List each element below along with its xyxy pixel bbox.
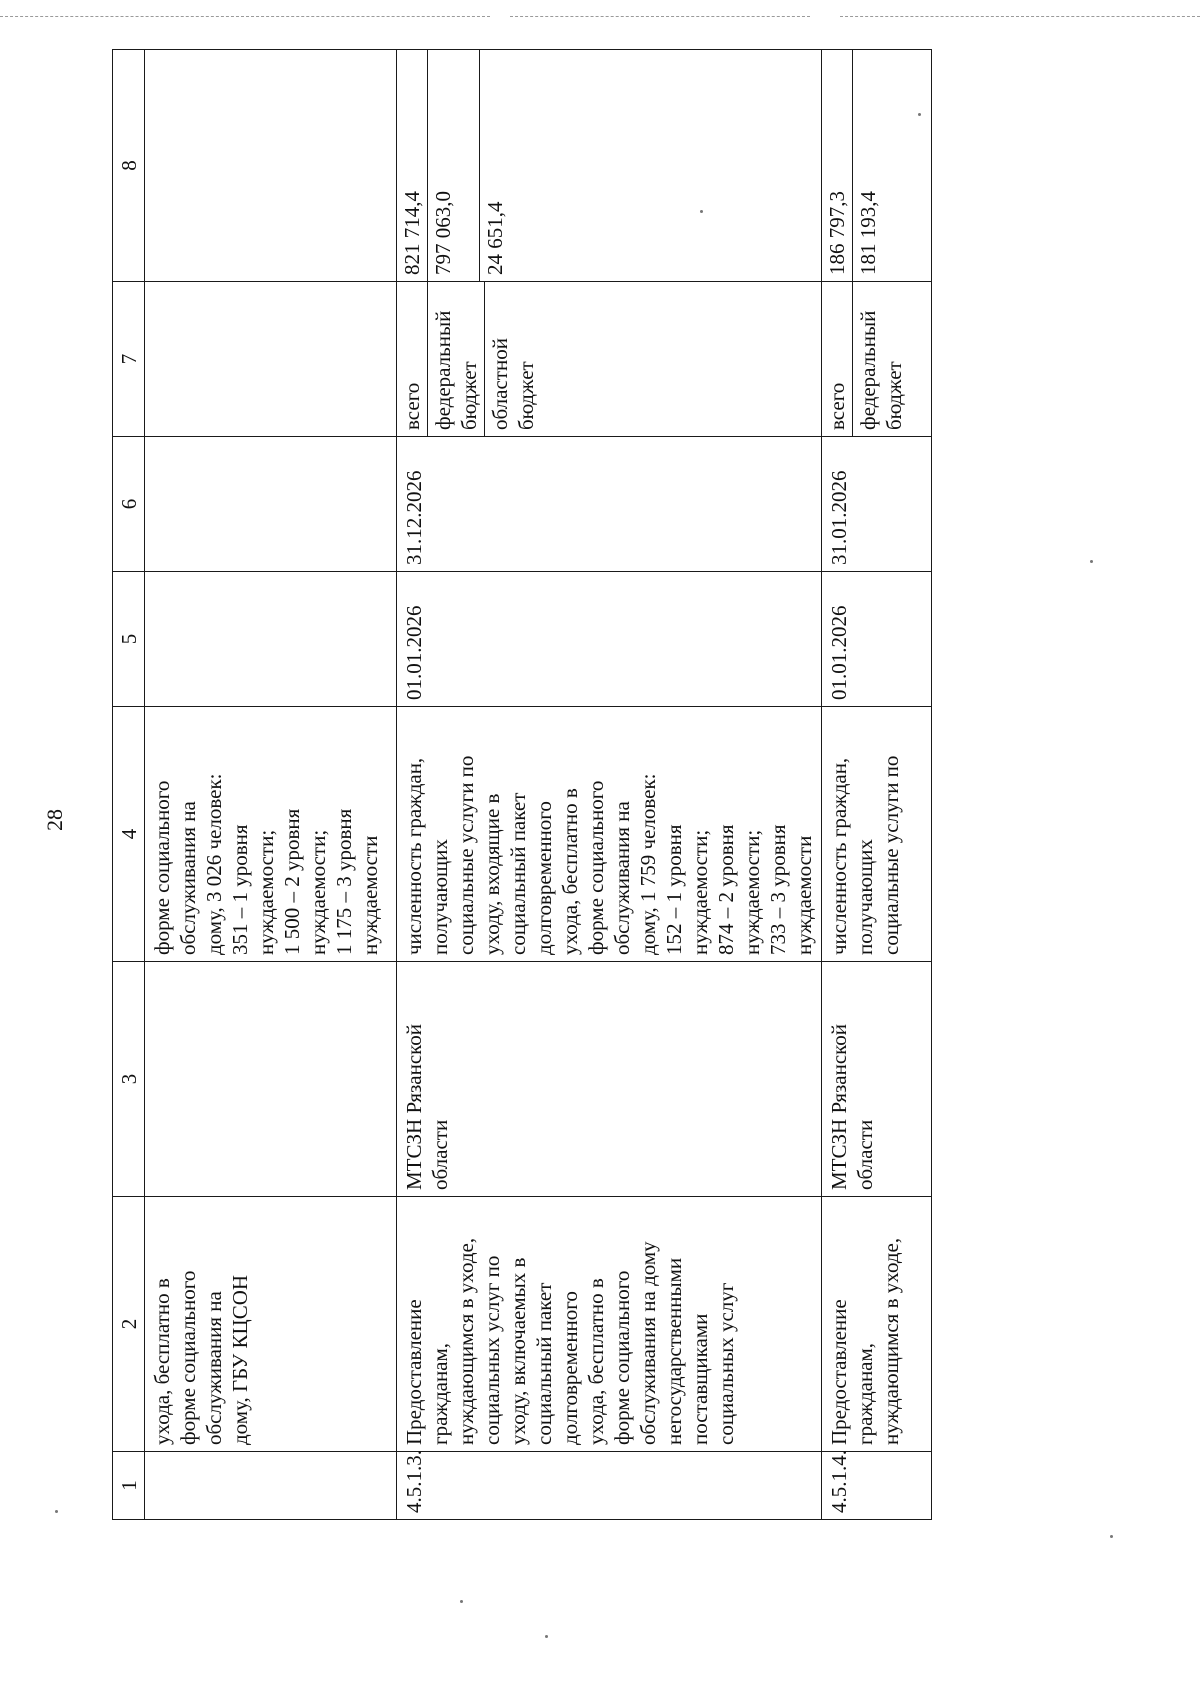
executor-line: МТСЗН Рязанской bbox=[827, 1023, 851, 1190]
col-header-7: 7 bbox=[113, 282, 145, 437]
indicator-line: 1 175 – 3 уровня bbox=[332, 808, 356, 955]
indicator-line: 733 – 3 уровня bbox=[766, 824, 790, 955]
indicator-cell bbox=[145, 707, 397, 962]
top-dashed-rule-left bbox=[0, 16, 490, 17]
amount-value: 24 651,4 bbox=[483, 201, 507, 275]
description-line: негосударственными bbox=[662, 1257, 686, 1445]
row-number-cell: 4.5.1.4. bbox=[822, 1452, 932, 1520]
indicator-line: численность граждан, bbox=[402, 757, 426, 955]
amount-total bbox=[397, 50, 428, 281]
source-line: бюджет bbox=[882, 361, 906, 430]
col-header-2: 2 bbox=[113, 1197, 145, 1452]
indicator-cell bbox=[822, 707, 932, 962]
col-header-4: 4 bbox=[113, 707, 145, 962]
indicator-line: 152 – 1 уровня bbox=[662, 824, 686, 955]
indicator-line: социальные услуги по bbox=[454, 755, 478, 955]
description-line: ухода, бесплатно в bbox=[150, 1278, 174, 1445]
scan-speck bbox=[1110, 1535, 1113, 1538]
indicator-line: нуждаемости; bbox=[688, 829, 712, 955]
activity-description-cell bbox=[145, 1197, 397, 1452]
indicator-line: 1 500 – 2 уровня bbox=[280, 808, 304, 955]
indicator-line: форме социального bbox=[584, 780, 608, 955]
amount-value: 797 063,0 bbox=[431, 191, 455, 275]
indicator-line: социальные услуги по bbox=[879, 755, 903, 955]
source-line: федеральный bbox=[431, 310, 455, 430]
top-dashed-rule-middle bbox=[510, 16, 810, 17]
description-line: ухода, бесплатно в bbox=[584, 1278, 608, 1445]
page-number: 28 bbox=[42, 809, 67, 831]
indicator-line: долговременного bbox=[532, 801, 556, 955]
description-line: Предоставление bbox=[402, 1299, 426, 1445]
indicator-line: уходу, входящие в bbox=[480, 793, 504, 955]
amount-value: 181 193,4 bbox=[856, 191, 880, 275]
col-header-8: 8 bbox=[113, 50, 145, 282]
start-date-cell bbox=[145, 572, 397, 707]
indicator-line: нуждаемости bbox=[792, 835, 816, 955]
indicator-cell bbox=[397, 707, 822, 962]
description-line: Предоставление bbox=[827, 1299, 851, 1445]
start-date-cell: 01.01.2026 bbox=[397, 572, 822, 707]
description-line: долговременного bbox=[558, 1291, 582, 1445]
source-line: всего bbox=[825, 382, 849, 430]
description-line: форме социального bbox=[610, 1270, 634, 1445]
indicator-line: обслуживания на bbox=[610, 801, 634, 955]
indicator-line: социальный пакет bbox=[506, 792, 530, 955]
executor-cell bbox=[397, 962, 822, 1197]
indicator-line: обслуживания на bbox=[176, 801, 200, 955]
description-line: форме социального bbox=[176, 1270, 200, 1445]
description-line: дому, ГБУ КЦСОН bbox=[228, 1274, 252, 1445]
source-line: федеральный bbox=[856, 310, 880, 430]
amount-federal-budget bbox=[853, 50, 883, 281]
indicator-line: 874 – 2 уровня bbox=[714, 824, 738, 955]
indicator-line: форме социального bbox=[150, 780, 174, 955]
col-header-5: 5 bbox=[113, 572, 145, 707]
table-row-continuation bbox=[145, 50, 397, 1520]
indicator-line: получающих bbox=[428, 839, 452, 955]
row-number-cell bbox=[145, 1452, 397, 1520]
row-number-cell: 4.5.1.3. bbox=[397, 1452, 822, 1520]
indicator-line: нуждаемости; bbox=[254, 829, 278, 955]
executor-line: области bbox=[853, 1119, 877, 1190]
end-date-cell: 31.01.2026 bbox=[822, 437, 932, 572]
source-total bbox=[822, 282, 853, 436]
funding-amount-cell bbox=[145, 50, 397, 282]
scan-speck bbox=[55, 1510, 58, 1513]
description-line: гражданам, bbox=[853, 1342, 877, 1445]
funding-amount-cell bbox=[822, 50, 932, 282]
amount-value: 186 797,3 bbox=[825, 191, 849, 275]
end-date-cell: 31.12.2026 bbox=[397, 437, 822, 572]
indicator-line: нуждаемости; bbox=[740, 829, 764, 955]
indicator-line: получающих bbox=[853, 839, 877, 955]
amount-total bbox=[822, 50, 853, 281]
table-row-4-5-1-4 bbox=[822, 50, 932, 1520]
rotated-table-wrapper bbox=[112, 50, 907, 1520]
source-line: областной bbox=[488, 338, 512, 430]
col-header-1: 1 bbox=[113, 1452, 145, 1520]
end-date-cell bbox=[145, 437, 397, 572]
executor-cell bbox=[145, 962, 397, 1197]
amount-regional-budget bbox=[480, 50, 510, 281]
description-line: поставщиками bbox=[688, 1313, 712, 1445]
source-federal-budget bbox=[853, 282, 909, 436]
funding-source-cell bbox=[397, 282, 822, 437]
amount-value: 821 714,4 bbox=[400, 191, 424, 275]
top-dashed-rule-right bbox=[840, 16, 1200, 17]
table-row-4-5-1-3 bbox=[397, 50, 822, 1520]
source-federal-budget bbox=[428, 282, 485, 436]
description-line: нуждающимся в уходе, bbox=[454, 1237, 478, 1445]
description-line: обслуживания на bbox=[202, 1291, 226, 1445]
funding-source-cell bbox=[822, 282, 932, 437]
executor-line: области bbox=[428, 1119, 452, 1190]
indicator-line: дому, 1 759 человек: bbox=[636, 773, 660, 955]
source-line: бюджет bbox=[457, 361, 481, 430]
description-line: нуждающимся в уходе, bbox=[879, 1237, 903, 1445]
col-header-6: 6 bbox=[113, 437, 145, 572]
description-line: социальных услуг bbox=[714, 1282, 738, 1445]
source-line: бюджет bbox=[514, 361, 538, 430]
source-line: всего bbox=[400, 382, 424, 430]
start-date-cell: 01.01.2026 bbox=[822, 572, 932, 707]
scan-speck bbox=[545, 1635, 548, 1638]
indicator-line: 351 – 1 уровня bbox=[228, 824, 252, 955]
indicator-line: нуждаемости; bbox=[306, 829, 330, 955]
description-line: уходу, включаемых в bbox=[506, 1257, 530, 1445]
column-number-row bbox=[113, 50, 145, 1520]
executor-cell bbox=[822, 962, 932, 1197]
description-line: социальных услуг по bbox=[480, 1255, 504, 1445]
scan-speck bbox=[1090, 560, 1093, 563]
indicator-line: дому, 3 026 человек: bbox=[202, 773, 226, 955]
funding-source-cell bbox=[145, 282, 397, 437]
scan-speck bbox=[460, 1600, 463, 1603]
funding-amount-cell bbox=[397, 50, 822, 282]
description-line: гражданам, bbox=[428, 1342, 452, 1445]
indicator-line: ухода, бесплатно в bbox=[558, 788, 582, 955]
description-line: социальный пакет bbox=[532, 1282, 556, 1445]
source-regional-budget bbox=[485, 282, 541, 436]
indicator-line: нуждаемости bbox=[358, 835, 382, 955]
indicator-line: численность граждан, bbox=[827, 757, 851, 955]
amount-federal-budget bbox=[428, 50, 480, 281]
program-activities-table bbox=[112, 49, 932, 1520]
executor-line: МТСЗН Рязанской bbox=[402, 1023, 426, 1190]
col-header-3: 3 bbox=[113, 962, 145, 1197]
activity-description-cell bbox=[397, 1197, 822, 1452]
source-total bbox=[397, 282, 428, 436]
description-line: обслуживания на дому bbox=[636, 1241, 660, 1445]
activity-description-cell bbox=[822, 1197, 932, 1452]
